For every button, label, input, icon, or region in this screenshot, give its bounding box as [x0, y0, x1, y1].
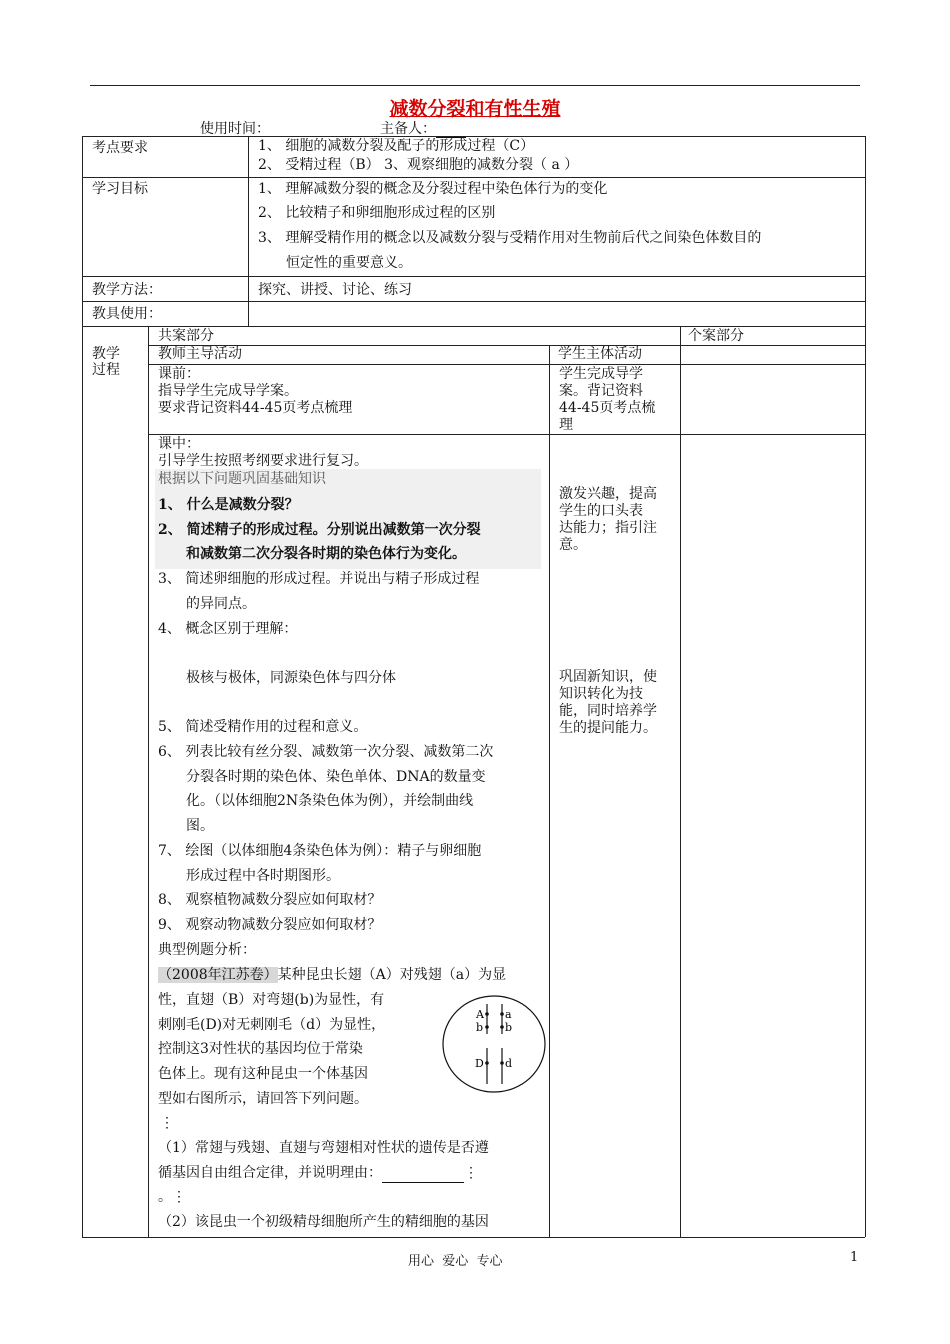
preparer-field — [380, 118, 466, 138]
goal-1: 1、 理解减数分裂的概念及分裂过程中染色体行为的变化 — [258, 181, 608, 197]
gene-A: A — [476, 1008, 484, 1021]
pre-class-2: 指导学生完成导学案。 — [158, 383, 298, 399]
header-rule — [90, 85, 860, 86]
chromosome-figure — [440, 994, 550, 1096]
gene-d: d — [505, 1057, 513, 1070]
pre-student-4: 理 — [559, 417, 573, 433]
personal-label: 个案部分 — [688, 328, 744, 344]
goal-3: 3、 理解受精作用的概念以及减数分裂与受精作用对生物前后代之间染色体数目的 — [258, 230, 762, 246]
method-value: 探究、讲授、讨论、练习 — [258, 282, 412, 298]
in-class-3: 根据以下问题巩固基础知识 — [158, 471, 326, 487]
example-head: 典型例题分析： — [158, 942, 256, 958]
goal-3-cont: 恒定性的重要意义。 — [286, 255, 412, 271]
example-source: （2008年江苏卷） — [158, 967, 278, 983]
question-7b: 形成过程中各时期图形。 — [186, 868, 340, 884]
question-3b: 的异同点。 — [186, 596, 256, 612]
example-line-4: 控制这3对性状的基因均位于常染 — [158, 1041, 363, 1057]
use-time-label: 使用时间： — [200, 121, 270, 137]
sub-question-2: （2）该昆虫一个初级精母细胞所产生的精细胞的基因 — [158, 1214, 489, 1230]
gene-D: D — [475, 1057, 484, 1070]
in-class-1: 课中： — [158, 436, 200, 452]
example-line-2: 性，直翅（B）对弯翅(b)为显性，有 — [158, 992, 385, 1008]
page-footer: 用心 爱心 专心 — [408, 1254, 503, 1269]
question-4: 4、 概念区别于理解： — [158, 621, 298, 637]
goal-2: 2、 比较精子和卵细胞形成过程的区别 — [258, 205, 496, 221]
method-label: 教学方法： — [92, 282, 162, 298]
gene-a: a — [505, 1008, 512, 1021]
exam-req-1: 1、 细胞的减数分裂及配子的形成过程（C） — [258, 138, 535, 154]
common-label: 共案部分 — [158, 328, 214, 344]
sub-question-1b — [158, 1164, 478, 1183]
pre-class-1: 课前： — [158, 366, 200, 382]
example-ellipsis: ⋮ — [160, 1115, 174, 1131]
gene-b-right: b — [505, 1021, 513, 1034]
example-line-1 — [158, 966, 506, 985]
sub-question-1b-text: 循基因自由组合定律，并说明理由： — [158, 1165, 382, 1181]
pre-student-3: 44-45页考点梳 — [559, 400, 656, 416]
in-student-2c: 能，同时培养学 — [559, 703, 657, 719]
in-student-1a: 激发兴趣，提高 — [559, 486, 657, 502]
page-title: 减数分裂和有性生殖 — [389, 98, 561, 120]
question-2a: 2、 简述精子的形成过程。分别说出减数第一次分裂 — [158, 522, 481, 538]
question-8: 8、 观察植物减数分裂应如何取材？ — [158, 892, 382, 908]
example-line-6: 型如右图所示，请回答下列问题。 — [158, 1091, 368, 1107]
preparer-label: 主备人： — [380, 121, 436, 137]
question-2b: 和减数第二次分裂各时期的染色体行为变化。 — [186, 546, 466, 562]
in-student-2b: 知识转化为技 — [559, 686, 643, 702]
in-student-1c: 达能力；指引注 — [559, 520, 657, 536]
sub-question-1b-colon: ⋮ — [464, 1165, 478, 1181]
in-student-1b: 学生的口头表 — [559, 503, 643, 519]
question-4b: 极核与极体，同源染色体与四分体 — [186, 670, 396, 686]
answer-blank — [382, 1168, 464, 1183]
exam-req-label: 考点要求 — [92, 140, 148, 156]
pre-student-1: 学生完成导学 — [559, 366, 643, 382]
question-6d: 图。 — [186, 818, 214, 834]
process-label-1: 教学 — [92, 346, 120, 362]
question-9: 9、 观察动物减数分裂应如何取材？ — [158, 917, 382, 933]
question-6b: 分裂各时期的染色体、染色单体、DNA的数量变 — [186, 769, 486, 785]
exam-req-2: 2、 受精过程（B） 3、观察细胞的减数分裂（ a ） — [258, 157, 579, 173]
gene-b-left: b — [476, 1021, 484, 1034]
in-student-2a: 巩固新知识，使 — [559, 669, 657, 685]
question-6a: 6、 列表比较有丝分裂、减数第一次分裂、减数第二次 — [158, 744, 494, 760]
question-5: 5、 简述受精作用的过程和意义。 — [158, 719, 368, 735]
process-label-2: 过程 — [92, 362, 120, 378]
question-6c: 化。（以体细胞2N条染色体为例），并绘制曲线 — [186, 793, 474, 809]
example-line-5: 色体上。现有这种昆虫一个体基因 — [158, 1066, 368, 1082]
question-7a: 7、 绘图（以体细胞4条染色体为例）：精子与卵细胞 — [158, 843, 482, 859]
pre-class-3: 要求背记资料44-45页考点梳理 — [158, 400, 353, 416]
in-student-2d: 生的提问能力。 — [559, 720, 657, 736]
sub-question-1a: （1）常翅与残翅、直翅与弯翅相对性状的遗传是否遵 — [158, 1140, 489, 1156]
sub-question-1c: 。⋮ — [158, 1189, 186, 1205]
example-text-1: 某种昆虫长翅（A）对残翅（a）为显 — [277, 967, 507, 983]
question-3a: 3、 简述卵细胞的形成过程。并说出与精子形成过程 — [158, 571, 480, 587]
goals-label: 学习目标 — [92, 181, 148, 197]
page-number: 1 — [850, 1250, 859, 1265]
question-1: 1、 什么是减数分裂？ — [158, 497, 299, 513]
example-line-3: 刺刚毛(D)对无刺刚毛（d）为显性， — [158, 1017, 386, 1033]
in-class-2: 引导学生按照考纲要求进行复习。 — [158, 453, 368, 469]
teacher-label: 教师主导活动 — [158, 346, 242, 362]
in-student-1d: 意。 — [559, 537, 587, 553]
pre-student-2: 案。背记资料 — [559, 383, 643, 399]
tools-label: 教具使用： — [92, 306, 162, 322]
student-label: 学生主体活动 — [558, 346, 642, 362]
